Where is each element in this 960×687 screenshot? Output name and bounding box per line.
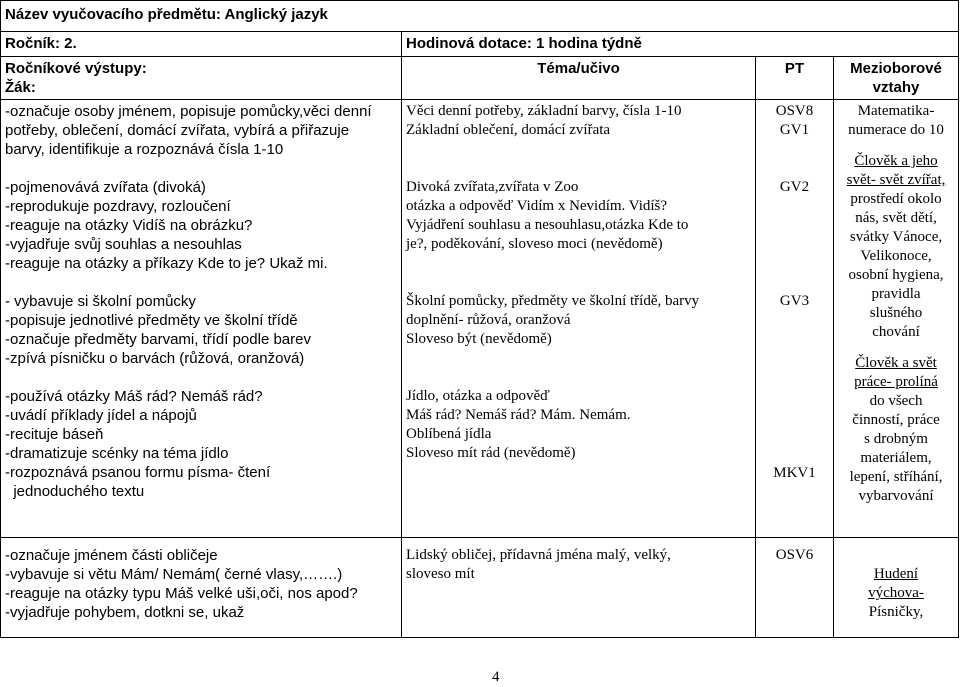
topic-line: je?, poděkování, sloveso moci (nevědomě) [406,236,663,252]
grade-cell [1,32,402,57]
topic-line: Školní pomůcky, předměty ve školní třídě, barvy [406,293,700,309]
hours-label: Hodinová dotace: 1 hodina týdně [406,35,642,52]
cross-line: lepení, stříhání, [849,469,943,485]
cross-header-line-1: Mezioborové [850,60,942,77]
cross-cell-2 [834,538,959,638]
spacer [406,349,751,368]
pt-header-label: PT [784,60,805,77]
outcome-line: -recituje báseň [5,426,104,443]
topic-line: doplnění- růžová, oranžová [406,312,571,328]
outcome-line: -uvádí příklady jídel a nápojů [5,407,197,424]
pt-code: GV3 [779,293,810,309]
cross-line: chování [872,324,920,340]
spacer [5,273,397,292]
cross-line: slušného [869,305,923,321]
outcome-line: -vyjadřuje pohybem, dotkni se, ukaž [5,604,245,621]
subject-cell [1,1,959,32]
cross-line: pravidla [871,286,921,302]
spacer [406,368,751,387]
topic-line: Divoká zvířata,zvířata v Zoo [406,179,579,195]
pt-header [756,57,834,100]
outcome-line: -reprodukuje pozdravy, rozloučení [5,198,231,215]
topic-line: Oblíbená jídla [406,426,492,442]
topic-line: sloveso mít [406,566,475,582]
outcome-line: -vybavuje si větu Mám/ Nemám( černé vlasy,…….) [5,566,343,583]
page-number: 4 [492,669,500,685]
cross-line: Písničky, [868,604,924,620]
cross-line: svátky Vánoce, [849,229,943,245]
pt-code: OSV6 [775,547,814,563]
topic-line: Máš rád? Nemáš rád? Mám. Nemám. [406,407,631,423]
spacer [406,254,751,273]
spacer [406,140,751,159]
spacer [838,342,954,354]
content-row-2 [1,538,959,638]
spacer [406,159,751,178]
outcome-line: -pojmenovává zvířata (divoká) [5,179,206,196]
cross-line: do všech [869,393,923,409]
topic-line: Věci denní potřeby, základní barvy, čísla 1-10 [406,103,682,119]
cross-line: činností, práce [852,412,940,428]
cross-line: Člověk a svět [855,355,937,371]
outcomes-cell-2 [1,538,402,638]
outcome-line: -označuje předměty barvami, třídí podle barev [5,331,311,348]
subject-title: Název vyučovacího předmětu: Anglický jazyk [5,6,328,23]
topic-header-label: Téma/učivo [537,60,620,77]
topic-cell-1 [402,100,756,538]
topic-line: Lidský obličej, přídavná jména malý, velký, [406,547,671,563]
cross-line: materiálem, [860,450,932,466]
pt-cell-1 [756,100,834,538]
pt-cell-2 [756,538,834,638]
cross-line: Velikonoce, [860,248,932,264]
cross-line: nás, svět dětí, [855,210,937,226]
outcomes-header-line-2: Žák: [5,79,36,96]
topic-cell-2 [402,538,756,638]
subject-row [1,1,959,32]
cross-line: s drobným [864,431,928,447]
cross-line: výchova- [868,585,924,601]
outcome-line: -používá otázky Máš rád? Nemáš rád? [5,388,263,405]
outcome-line: - vybavuje si školní pomůcky [5,293,196,310]
spacer [5,368,397,387]
outcomes-cell-1 [1,100,402,538]
topic-line: Jídlo, otázka a odpověď [406,388,550,404]
cross-line: svět- svět zvířat, [846,172,946,188]
cross-line: Hudení [873,566,919,582]
topic-line: Sloveso být (nevědomě) [406,331,552,347]
outcome-line: potřeby, oblečení, domácí zvířata, vybírá a přiřazuje [5,122,350,139]
cross-line: osobní hygiena, [848,267,944,283]
topic-header [402,57,756,100]
pt-code: OSV8 [775,103,814,119]
outcomes-header [1,57,402,100]
cross-line: Člověk a jeho [854,153,938,169]
column-header-row [1,57,959,100]
cross-line: práce- prolíná [854,374,938,390]
outcome-line: jednoduchého textu [5,483,145,500]
outcome-line: barvy, identifikuje a rozpoznává čísla 1-10 [5,141,284,158]
outcome-line: -zpívá písničku o barvách (růžová, oranžová) [5,350,305,367]
spacer [838,140,954,152]
cross-line: prostředí okolo [850,191,942,207]
content-row-1 [1,100,959,538]
spacer [5,159,397,178]
topic-line: Vyjádření souhlasu a nesouhlasu,otázka Kde to [406,217,689,233]
pt-code: GV1 [779,122,810,138]
outcome-line: -vyjadřuje svůj souhlas a nesouhlas [5,236,242,253]
outcome-line: -reaguje na otázky Vidíš na obrázku? [5,217,253,234]
grade-label: Ročník: 2. [5,35,77,52]
outcome-line: -označuje osoby jménem, popisuje pomůcky,věci denní [5,103,372,120]
outcome-line: -reaguje na otázky typu Máš velké uši,oči, nos apod? [5,585,358,602]
topic-line: otázka a odpověď Vidím x Nevidím. Vidíš? [406,198,668,214]
outcome-line: -dramatizuje scénky na téma jídlo [5,445,229,462]
cross-line: vybarvování [858,488,934,504]
outcome-line: -popisuje jednotlivé předměty ve školní třídě [5,312,298,329]
topic-line: Základní oblečení, domácí zvířata [406,122,611,138]
cross-line: Matematika- [857,103,935,119]
pt-code: MKV1 [773,465,816,481]
cross-header [834,57,959,100]
pt-code: GV2 [779,179,810,195]
cross-cell-1 [834,100,959,538]
hours-cell [402,32,959,57]
outcome-line: -označuje jménem části obličeje [5,547,218,564]
cross-header-line-2: vztahy [872,79,920,96]
cross-line: numerace do 10 [848,122,944,138]
outcomes-header-line-1: Ročníkové výstupy: [5,60,147,77]
spacer [406,273,751,292]
outcome-line: -rozpoznává psanou formu písma- čtení [5,464,271,481]
grade-row [1,32,959,57]
topic-line: Sloveso mít rád (nevědomě) [406,445,576,461]
outcome-line: -reaguje na otázky a příkazy Kde to je? Ukaž mi. [5,255,328,272]
